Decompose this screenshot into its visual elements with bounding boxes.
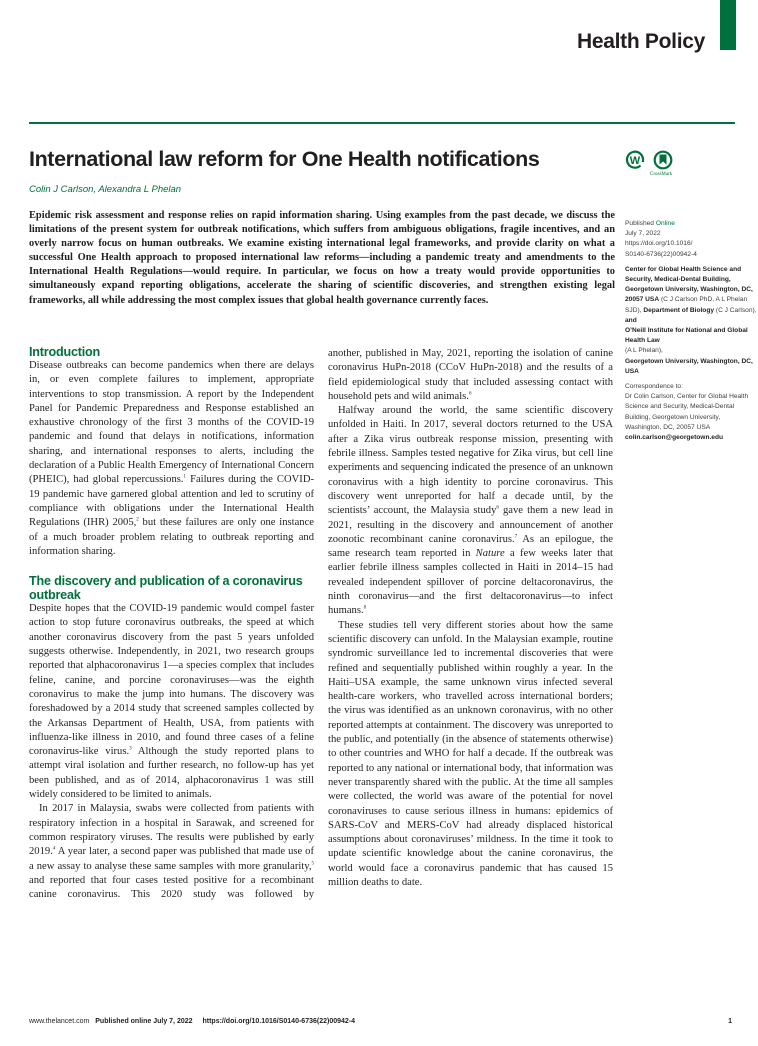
header-rule (29, 122, 735, 124)
doi-link-part2[interactable]: S0140-6736(22)00942-4 (625, 250, 697, 258)
affiliation-3-people: (A L Phelan), (625, 347, 663, 355)
article-sidebar (625, 219, 758, 448)
crossmark-icon[interactable] (653, 150, 673, 170)
text: Despite hopes that the COVID-19 pandemic would compel faster action to stop future coronavirus outbreaks, the speed at which another coronavirus discovery from the past 5 years unfolded suggests otherwise. Independently, in 2021, two research groups reported that alphacoronavirus 1—a species complex that includes feline, canine, and porcine coronaviruses—was the eighth coronavirus to make the jump into humans. The discovery was foreshadowed by a 2014 study that screened samples collected by the Arkansas Department of Health, USA, from patients with influenza-like illness in 2010, and found three cases of a feline coronavirus-like virus. (29, 603, 314, 758)
text-col1-part: and reported that four cases tested positive for a recombinant canine coronavirus. This 2020 study was followed by (29, 874, 314, 901)
reference-1[interactable]: 1 (183, 474, 187, 480)
text-col2-part: another, published in May, 2021, reporting the isolation of canine coronavirus HuPn-2018 (CCoV HuPn-2018) and the results of a field epidemiological study that included assessing contact with household pets and wild animals. (328, 348, 613, 402)
body-column-2 (328, 347, 613, 890)
heading-discovery: The discovery and publication of a coronavirus outbreak (29, 574, 303, 603)
publication-date: July 7, 2022 (625, 230, 661, 238)
paragraph (328, 404, 613, 618)
affiliation-1-people: (C J Carlson PhD, A L Phelan SJD), (625, 296, 748, 314)
crossmark-label: CrossMark (650, 172, 673, 177)
text: Halfway around the world, the same scientific discovery unfolded in Haiti. In 2017, several doctors returned to the USA after a Zika virus outbreak response mission, presenting with febrile illness. Samples tested negative for Zika virus, but cell line experiments and sequencing indicated the presence of an unknown coronavirus with a high identity to porcine coronavirus. This discovery went unreported for half a decade until, by the scientists’ account, the Malaysia study (328, 405, 613, 517)
text: gave them a new lead in 2021, resulting in the discovery and announcement of another zoonotic recombinant canine coronavirus. (328, 505, 613, 545)
footer-published: Published online July 7, 2022 (95, 1018, 193, 1025)
online-label: Online (655, 220, 675, 227)
page-number: 1 (728, 1018, 732, 1025)
heading-introduction: Introduction (29, 345, 101, 359)
paragraph: These studies tell very different stories about how the same scientific discovery can unfold. In the Malaysian example, routine syndromic surveillance led to incremental discoveries that were refined and sequentially published within roughly a year. In the Haiti–USA example, the same unknown virus infected several health-care workers, who travelled across international borders; the virus was identified as an unknown coronavirus, with no other reported attempts at containment. The discovery was unreported to the public, and potentially (in the absence of statements otherwise) to other countries and WHO for half a decade. If the outbreak was reported to any national or international body, that information was never transparently shared with the public. At the time all samples were collected, the world was aware of the potential for novel coronaviruses to cause serious illness in humans: epidemics of SARS-CoV and MERS-CoV had already displaced historical assumptions about coronaviruses’ mildness. In the time it took to update scientific knowledge about the canine coronavirus, the world would face a coronavirus pandemic that has caused 15 million deaths to date. (328, 619, 613, 888)
paragraph (29, 359, 314, 559)
published-label: Published (625, 220, 654, 227)
affiliation-4: Georgetown University, Washington, DC, USA (625, 357, 753, 375)
correspondence-address: Dr Colin Carlson, Center for Global Health Science and Security, Medical-Dental Building, Georgetown University, Washington, DC, 20057 USA (625, 393, 749, 431)
article-badges (625, 150, 685, 182)
correspondence-label: Correspondence to: (625, 383, 683, 391)
article-authors: Colin J Carlson, Alexandra L Phelan (29, 184, 182, 195)
reference-3[interactable]: 3 (129, 746, 132, 752)
reference-4[interactable]: 4 (52, 846, 56, 852)
reference-5[interactable]: 5 (311, 860, 314, 866)
abstract: Epidemic risk assessment and response relies on rapid information sharing. Using examples from the past decade, we discuss the limitations of the present system for outbreak notifications, which suffers from ambiguous obligations, fragile incentives, and an overly narrow focus on human outbreaks. We examine existing international legal frameworks, and provide clarity on what a successful One Health approach to proposed international law reforms—including a pandemic treaty and amendments to the International Health Regulations—would require. In particular, we focus on how a treaty would provide opportunities to simultaneously expand reporting obligations, accelerate the sharing of scientific discoveries, and strengthen existing legal frameworks, all while addressing the most complex issues that global health governance currently faces. (29, 210, 615, 306)
text: As an epilogue, the same research team reported in (328, 533, 613, 560)
svg-text:W: W (629, 155, 641, 167)
correspondence (625, 382, 758, 443)
open-access-icon[interactable] (625, 150, 645, 170)
affiliation-2-people: (C J Carlson), (715, 306, 757, 314)
reference-6[interactable]: 6 (468, 391, 472, 397)
page-footer (29, 1018, 735, 1025)
affiliations (625, 265, 758, 377)
body-column-1 (29, 345, 314, 902)
journal-name: Nature (475, 548, 505, 560)
paragraph (29, 602, 314, 802)
text: but these failures are only one instance of a much broader problem relating to outbreak reporting and information sharing. (29, 517, 314, 557)
affiliation-conjunction: and (625, 316, 637, 324)
text: a few weeks later that earlier febrile illness samples collected in Haiti in 2014–15 had revealed independent spillover of porcine deltacoronavirus, the ninth coronavirus—and the first deltacoronavirus—to infect humans. (328, 548, 613, 617)
text: A year later, a second paper was published that made use of a new assay to analyse these same samples with more granularity, (29, 846, 314, 872)
text: Failures during the COVID-19 pandemic have garnered global attention and led to scrutiny of compliance with obligations under the International Health Regulations (IHR) 2005, (29, 474, 314, 529)
reference-8[interactable]: 8 (363, 605, 367, 611)
affiliation-3: O’Neill Institute for National and Global Health Law (625, 327, 748, 345)
correspondence-email[interactable]: colin.carlson@georgetown.edu (625, 434, 724, 442)
text: Disease outbreaks can become pandemics when there are delays in, or even complete failures to implement, appropriate interventions to stop transmission. A report by the Independent Panel for Pandemic Preparedness and Response established an exhaustive chronology of the first 3 months of the COVID-19 pandemic and found that delays in notifications, information sharing, and international responses to alerts, including the declaration of a Public Health Emergency of International Concern (PHEIC), had global repercussions. (29, 360, 314, 486)
reference-7[interactable]: 7 (514, 534, 518, 540)
text: Although the study reported plans to attempt viral isolation and further research, no follow-up has yet been published, and as of 2014, alphacoronavirus 1 was still widely considered to be limited to animals. (29, 746, 314, 801)
reference-2[interactable]: 2 (136, 517, 139, 523)
section-label: Health Policy (577, 30, 705, 53)
footer-doi-link[interactable]: https://doi.org/10.1016/S0140-6736(22)00942-4 (202, 1018, 356, 1025)
reference-6b[interactable]: 6 (496, 505, 499, 511)
paragraph (29, 802, 314, 902)
doi-link-part1[interactable]: https://doi.org/10.1016/ (625, 240, 693, 248)
footer-site-link[interactable]: www.thelancet.com (29, 1018, 90, 1025)
text: In 2017 in Malaysia, swabs were collected from patients with respiratory infection in a hospital in Sarawak, and screened for common respiratory viruses. The results were published by early 2019. (29, 803, 314, 858)
section-color-tab (720, 0, 736, 50)
affiliation-2: Department of Biology (643, 306, 715, 314)
publication-info (625, 219, 758, 260)
paragraph-continued (328, 347, 613, 404)
affiliation-1: Center for Global Health Science and Security, Medical-Dental Building, Georgetown University, Washington, DC, 20057 USA (625, 265, 753, 304)
article-title: International law reform for One Health notifications (29, 147, 540, 171)
